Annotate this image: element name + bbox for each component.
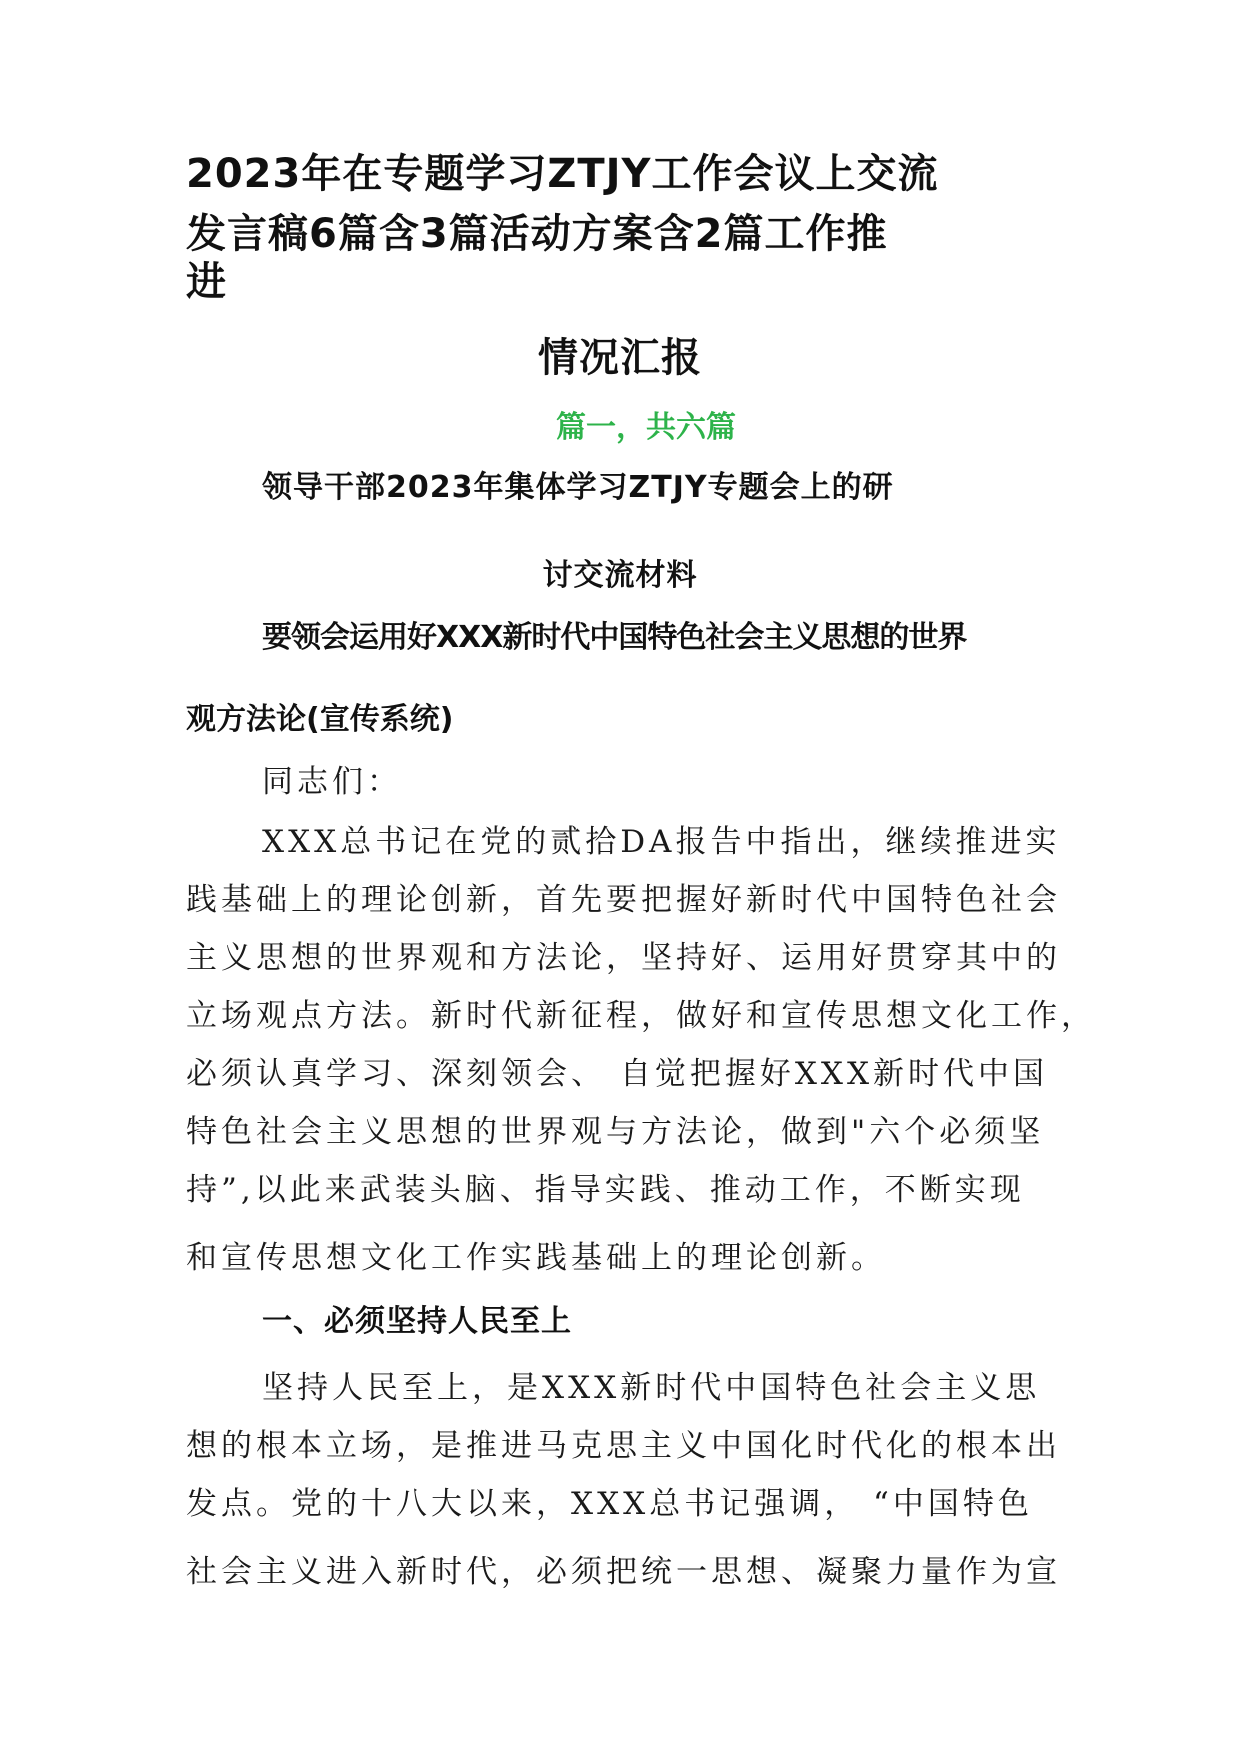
doc-title-line-4: 情况汇报	[538, 335, 702, 381]
paragraph-line: 必须认真学习、深刻领会、 自觉把握好XXX新时代中国	[186, 1056, 1049, 1092]
paragraph-line: 践基础上的理论创新，首先要把握好新时代中国特色社会	[186, 882, 1061, 918]
paragraph-line: 立场观点方法。新时代新征程，做好和宣传思想文化工作，	[186, 998, 1096, 1034]
doc-title-line-1: 2023年在专题学习ZTJY工作会议上交流	[186, 151, 939, 197]
section-heading: 一、必须坚持人民至上	[262, 1304, 572, 1339]
paragraph-line: 想的根本立场，是推进马克思主义中国化时代化的根本出	[186, 1428, 1061, 1464]
greeting: 同志们：	[262, 764, 402, 800]
paragraph-line: 主义思想的世界观和方法论，坚持好、运用好贯穿其中的	[186, 940, 1061, 976]
doc-title-line-2: 发言稿6篇含3篇活动方案含2篇工作推	[186, 211, 888, 257]
article-title-line-1: 领导干部2023年集体学习ZTJY专题会上的研	[262, 470, 894, 505]
paragraph-line: 持”,以此来武装头脑、指导实践、推动工作，不断实现	[186, 1172, 1025, 1208]
article-subtitle-line-1: 要领会运用好XXX新时代中国特色社会主义思想的世界	[262, 620, 967, 655]
article-subtitle-line-2: 观方法论(宣传系统)	[186, 702, 454, 737]
doc-title-line-3: 进	[186, 259, 227, 305]
paragraph-line: 坚持人民至上，是XXX新时代中国特色社会主义思	[262, 1370, 1041, 1406]
paragraph-line: 和宣传思想文化工作实践基础上的理论创新。	[186, 1240, 886, 1276]
article-title-line-2: 讨交流材料	[542, 558, 698, 593]
paragraph-line: 特色社会主义思想的世界观与方法论，做到"六个必须坚	[186, 1114, 1045, 1150]
paragraph-line: 发点。党的十八大以来，XXX总书记强调， “中国特色	[186, 1486, 1033, 1522]
paragraph-line: XXX总书记在党的贰拾DA报告中指出，继续推进实	[262, 824, 1061, 860]
paragraph-line: 社会主义进入新时代，必须把统一思想、凝聚力量作为宣	[186, 1554, 1061, 1590]
section-label: 篇一，共六篇	[556, 410, 736, 445]
